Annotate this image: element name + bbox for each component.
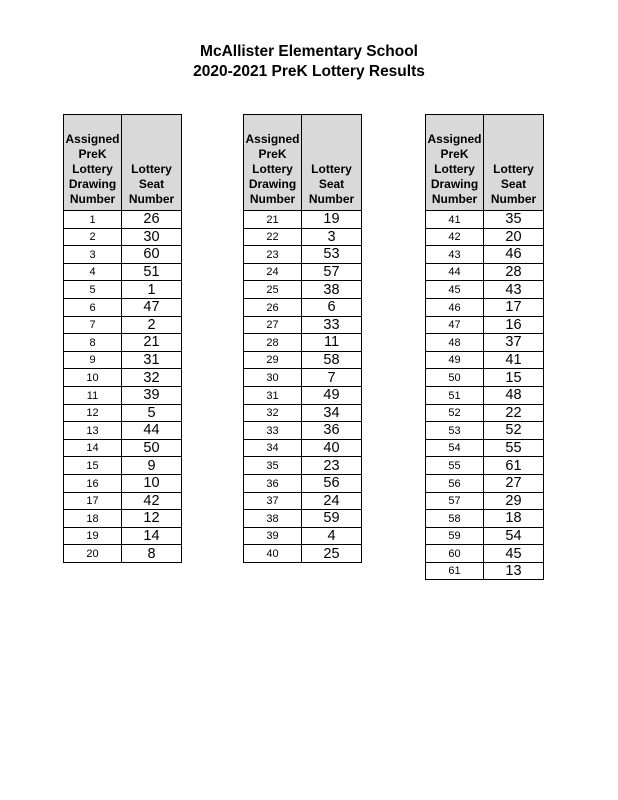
- seat-number-cell: 26: [122, 211, 182, 229]
- drawing-number-cell: 50: [426, 369, 484, 387]
- table-row: [244, 422, 362, 440]
- seat-number-cell: 44: [122, 422, 182, 440]
- seat-number-cell: 38: [302, 281, 362, 299]
- table-row: [64, 457, 182, 475]
- table-row: [64, 211, 182, 229]
- table-row: [426, 510, 544, 528]
- header-seat-line: Seat: [318, 177, 345, 191]
- drawing-number-cell: 23: [244, 246, 302, 264]
- header-drawing-line: Assigned: [65, 132, 120, 146]
- drawing-number-cell: 24: [244, 263, 302, 281]
- drawing-number-cell: 61: [426, 562, 484, 580]
- table-row: [64, 527, 182, 545]
- drawing-number-cell: 18: [64, 510, 122, 528]
- drawing-number-cell: 43: [426, 246, 484, 264]
- drawing-number-cell: 9: [64, 351, 122, 369]
- drawing-number-cell: 54: [426, 439, 484, 457]
- table-row: [64, 422, 182, 440]
- header-drawing-line: PreK: [258, 147, 287, 161]
- drawing-number-cell: 11: [64, 386, 122, 404]
- seat-number-cell: 20: [484, 228, 544, 246]
- seat-number-cell: 50: [122, 439, 182, 457]
- seat-number-cell: 55: [484, 439, 544, 457]
- drawing-number-cell: 25: [244, 281, 302, 299]
- seat-number-cell: 22: [484, 404, 544, 422]
- header-row: [244, 115, 362, 211]
- lottery-table-1: [63, 114, 182, 563]
- drawing-number-cell: 27: [244, 316, 302, 334]
- table-row: [426, 351, 544, 369]
- header-drawing-line: Assigned: [245, 132, 300, 146]
- drawing-number-cell: 19: [64, 527, 122, 545]
- drawing-number-cell: 32: [244, 404, 302, 422]
- header-drawing-line: Drawing: [68, 177, 117, 191]
- seat-number-cell: 2: [122, 316, 182, 334]
- seat-number-cell: 40: [302, 439, 362, 457]
- seat-number-cell: 35: [484, 211, 544, 229]
- drawing-number-cell: 10: [64, 369, 122, 387]
- drawing-number-cell: 8: [64, 334, 122, 352]
- seat-number-cell: 32: [122, 369, 182, 387]
- header-seat-line: Number: [128, 192, 175, 206]
- table-row: [426, 263, 544, 281]
- table-row: [64, 404, 182, 422]
- lottery-table-3: [425, 114, 544, 580]
- header-drawing-line: PreK: [78, 147, 107, 161]
- drawing-number-cell: 12: [64, 404, 122, 422]
- header-drawing-line: Lottery: [252, 162, 293, 176]
- drawing-number-cell: 1: [64, 211, 122, 229]
- drawing-number-cell: 4: [64, 263, 122, 281]
- seat-number-cell: 33: [302, 316, 362, 334]
- drawing-number-cell: 59: [426, 527, 484, 545]
- seat-number-cell: 59: [302, 510, 362, 528]
- drawing-number-cell: 58: [426, 510, 484, 528]
- seat-number-cell: 37: [484, 334, 544, 352]
- seat-number-cell: 42: [122, 492, 182, 510]
- drawing-number-cell: 5: [64, 281, 122, 299]
- drawing-number-cell: 33: [244, 422, 302, 440]
- table-row: [244, 545, 362, 563]
- seat-number-cell: 54: [484, 527, 544, 545]
- table-row: [64, 351, 182, 369]
- header-seat-line: Number: [490, 192, 537, 206]
- seat-number-cell: 52: [484, 422, 544, 440]
- header-drawing-line: Lottery: [72, 162, 113, 176]
- table-row: [426, 492, 544, 510]
- table-row: [426, 246, 544, 264]
- drawing-number-cell: 47: [426, 316, 484, 334]
- seat-number-cell: 46: [484, 246, 544, 264]
- seat-number-cell: 7: [302, 369, 362, 387]
- drawing-number-cell: 22: [244, 228, 302, 246]
- table-row: [64, 281, 182, 299]
- drawing-number-cell: 40: [244, 545, 302, 563]
- seat-number-cell: 57: [302, 263, 362, 281]
- seat-number-cell: 39: [122, 386, 182, 404]
- header-drawing-line: Assigned: [427, 132, 482, 146]
- seat-number-cell: 49: [302, 386, 362, 404]
- table-row: [426, 422, 544, 440]
- table-row: [244, 228, 362, 246]
- seat-number-cell: 23: [302, 457, 362, 475]
- seat-number-cell: 16: [484, 316, 544, 334]
- seat-number-cell: 41: [484, 351, 544, 369]
- seat-number-cell: 4: [302, 527, 362, 545]
- table-row: [64, 316, 182, 334]
- table-row: [426, 457, 544, 475]
- drawing-number-cell: 26: [244, 298, 302, 316]
- seat-number-cell: 30: [122, 228, 182, 246]
- drawing-number-cell: 35: [244, 457, 302, 475]
- header-drawing-line: Drawing: [430, 177, 479, 191]
- table-row: [426, 439, 544, 457]
- header-drawing-line: Number: [69, 192, 116, 206]
- header-row: [426, 115, 544, 211]
- seat-number-cell: 36: [302, 422, 362, 440]
- drawing-number-cell: 3: [64, 246, 122, 264]
- drawing-number-cell: 48: [426, 334, 484, 352]
- drawing-number-cell: 34: [244, 439, 302, 457]
- seat-number-cell: 15: [484, 369, 544, 387]
- table-row: [244, 246, 362, 264]
- seat-number-cell: 11: [302, 334, 362, 352]
- seat-number-cell: 45: [484, 545, 544, 563]
- drawing-number-cell: 2: [64, 228, 122, 246]
- table-row: [244, 474, 362, 492]
- seat-number-cell: 58: [302, 351, 362, 369]
- drawing-number-cell: 28: [244, 334, 302, 352]
- header-seat-line: Seat: [500, 177, 527, 191]
- header-seat-line: Seat: [138, 177, 165, 191]
- table-row: [426, 369, 544, 387]
- lottery-table-2: [243, 114, 362, 563]
- seat-number-cell: 25: [302, 545, 362, 563]
- seat-number-cell: 13: [484, 562, 544, 580]
- header-drawing-line: Number: [249, 192, 296, 206]
- table-row: [244, 281, 362, 299]
- table-row: [244, 510, 362, 528]
- table-row: [64, 263, 182, 281]
- results-title: 2020-2021 PreK Lottery Results: [193, 63, 425, 80]
- seat-number-cell: 5: [122, 404, 182, 422]
- table-row: [64, 439, 182, 457]
- seat-number-cell: 34: [302, 404, 362, 422]
- seat-number-cell: 21: [122, 334, 182, 352]
- seat-number-cell: 61: [484, 457, 544, 475]
- seat-number-cell: 3: [302, 228, 362, 246]
- drawing-number-cell: 7: [64, 316, 122, 334]
- table-row: [426, 545, 544, 563]
- table-row: [244, 334, 362, 352]
- drawing-number-cell: 14: [64, 439, 122, 457]
- drawing-number-cell: 52: [426, 404, 484, 422]
- table-row: [64, 492, 182, 510]
- drawing-number-cell: 16: [64, 474, 122, 492]
- drawing-number-cell: 51: [426, 386, 484, 404]
- seat-number-cell: 10: [122, 474, 182, 492]
- drawing-number-cell: 20: [64, 545, 122, 563]
- table-row: [244, 457, 362, 475]
- drawing-number-cell: 42: [426, 228, 484, 246]
- header-seat-line: Lottery: [131, 162, 172, 176]
- table-row: [64, 246, 182, 264]
- header-row: [64, 115, 182, 211]
- table-row: [64, 386, 182, 404]
- header-drawing-line: Lottery: [434, 162, 475, 176]
- drawing-number-cell: 57: [426, 492, 484, 510]
- header-drawing-number: [426, 115, 484, 211]
- seat-number-cell: 27: [484, 474, 544, 492]
- table-row: [426, 527, 544, 545]
- table-row: [64, 298, 182, 316]
- table-row: [426, 404, 544, 422]
- header-seat-line: Number: [308, 192, 355, 206]
- table-row: [426, 334, 544, 352]
- seat-number-cell: 9: [122, 457, 182, 475]
- header-seat-number: [484, 115, 544, 211]
- drawing-number-cell: 36: [244, 474, 302, 492]
- table-row: [64, 228, 182, 246]
- table-row: [426, 386, 544, 404]
- drawing-number-cell: 15: [64, 457, 122, 475]
- table-row: [64, 510, 182, 528]
- seat-number-cell: 18: [484, 510, 544, 528]
- table-row: [244, 211, 362, 229]
- table-row: [244, 386, 362, 404]
- table-row: [244, 298, 362, 316]
- drawing-number-cell: 21: [244, 211, 302, 229]
- drawing-number-cell: 13: [64, 422, 122, 440]
- table-row: [426, 211, 544, 229]
- drawing-number-cell: 45: [426, 281, 484, 299]
- seat-number-cell: 8: [122, 545, 182, 563]
- table-row: [244, 351, 362, 369]
- header-drawing-line: Drawing: [248, 177, 297, 191]
- drawing-number-cell: 56: [426, 474, 484, 492]
- seat-number-cell: 56: [302, 474, 362, 492]
- table-row: [244, 263, 362, 281]
- table-row: [244, 527, 362, 545]
- seat-number-cell: 14: [122, 527, 182, 545]
- header-drawing-line: PreK: [440, 147, 469, 161]
- seat-number-cell: 29: [484, 492, 544, 510]
- drawing-number-cell: 39: [244, 527, 302, 545]
- seat-number-cell: 48: [484, 386, 544, 404]
- table-row: [426, 562, 544, 580]
- seat-number-cell: 24: [302, 492, 362, 510]
- table-row: [64, 334, 182, 352]
- table-row: [426, 474, 544, 492]
- school-name: McAllister Elementary School: [200, 43, 418, 60]
- table-row: [426, 228, 544, 246]
- drawing-number-cell: 49: [426, 351, 484, 369]
- table-row: [244, 316, 362, 334]
- drawing-number-cell: 31: [244, 386, 302, 404]
- table-row: [244, 492, 362, 510]
- drawing-number-cell: 46: [426, 298, 484, 316]
- document-title: [0, 42, 618, 82]
- drawing-number-cell: 41: [426, 211, 484, 229]
- seat-number-cell: 53: [302, 246, 362, 264]
- header-drawing-number: [64, 115, 122, 211]
- header-seat-line: Lottery: [311, 162, 352, 176]
- table-row: [244, 369, 362, 387]
- seat-number-cell: 60: [122, 246, 182, 264]
- drawing-number-cell: 6: [64, 298, 122, 316]
- drawing-number-cell: 30: [244, 369, 302, 387]
- seat-number-cell: 28: [484, 263, 544, 281]
- table-row: [64, 474, 182, 492]
- seat-number-cell: 31: [122, 351, 182, 369]
- drawing-number-cell: 38: [244, 510, 302, 528]
- table-row: [426, 281, 544, 299]
- header-seat-number: [302, 115, 362, 211]
- drawing-number-cell: 17: [64, 492, 122, 510]
- table-row: [244, 404, 362, 422]
- header-drawing-line: Number: [431, 192, 478, 206]
- seat-number-cell: 51: [122, 263, 182, 281]
- seat-number-cell: 12: [122, 510, 182, 528]
- seat-number-cell: 6: [302, 298, 362, 316]
- seat-number-cell: 19: [302, 211, 362, 229]
- drawing-number-cell: 44: [426, 263, 484, 281]
- drawing-number-cell: 55: [426, 457, 484, 475]
- seat-number-cell: 1: [122, 281, 182, 299]
- header-seat-line: Lottery: [493, 162, 534, 176]
- seat-number-cell: 43: [484, 281, 544, 299]
- drawing-number-cell: 29: [244, 351, 302, 369]
- seat-number-cell: 17: [484, 298, 544, 316]
- table-row: [64, 369, 182, 387]
- table-row: [244, 439, 362, 457]
- drawing-number-cell: 37: [244, 492, 302, 510]
- table-row: [426, 316, 544, 334]
- seat-number-cell: 47: [122, 298, 182, 316]
- drawing-number-cell: 53: [426, 422, 484, 440]
- table-row: [426, 298, 544, 316]
- header-drawing-number: [244, 115, 302, 211]
- table-row: [64, 545, 182, 563]
- header-seat-number: [122, 115, 182, 211]
- drawing-number-cell: 60: [426, 545, 484, 563]
